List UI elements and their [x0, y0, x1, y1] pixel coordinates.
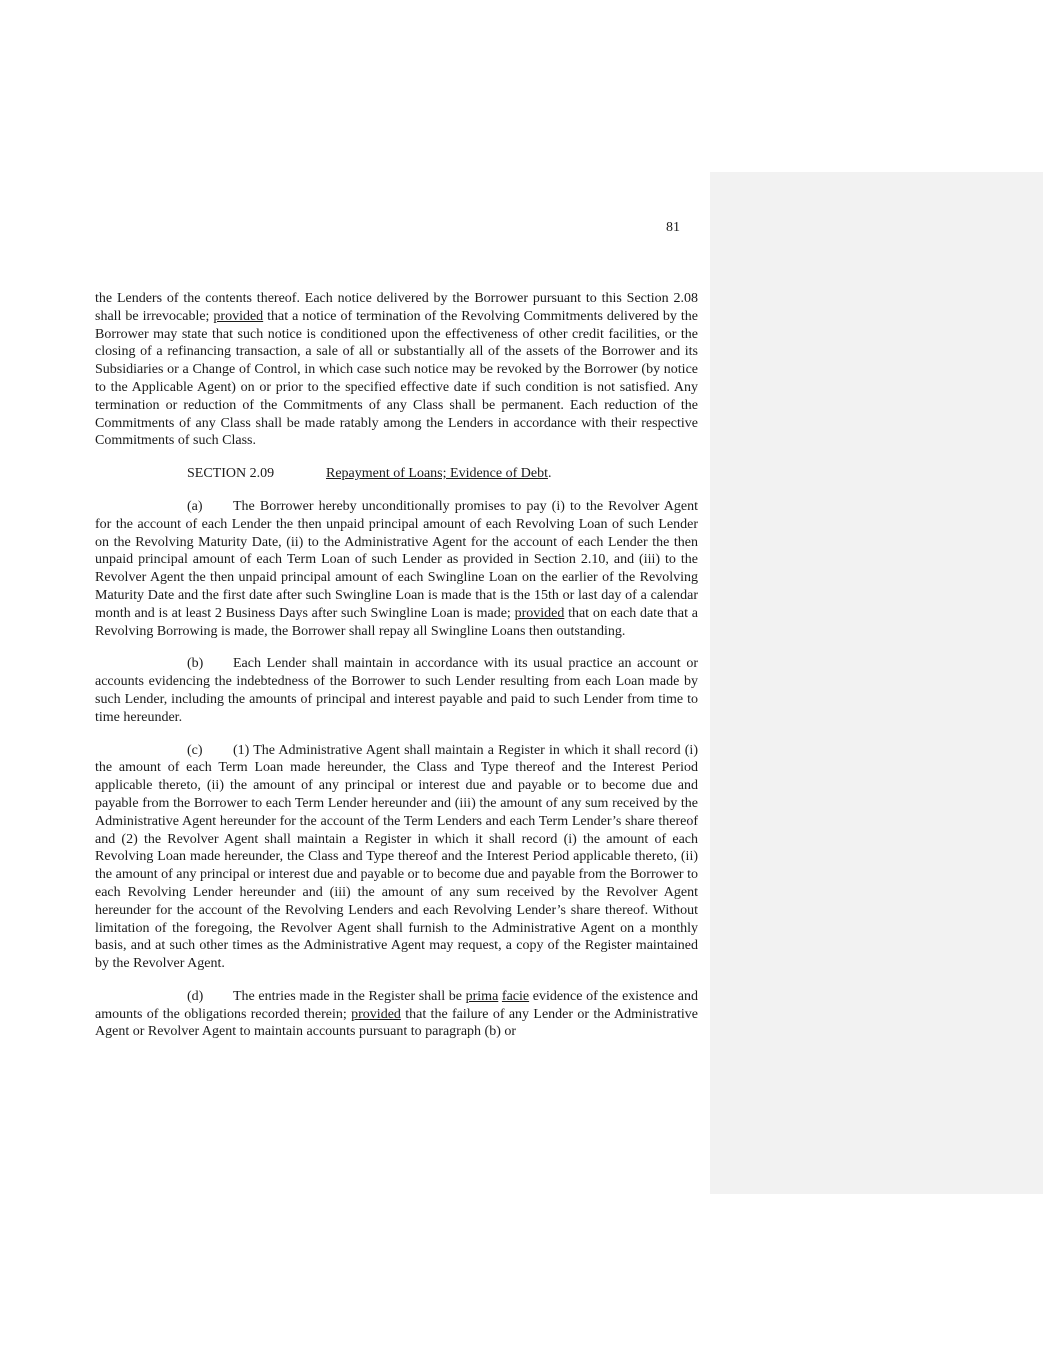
paragraph-a-pre: The Borrower hereby unconditionally promises to pay (i) to the Revolver Agent for the account of each Lender the then unpaid principal amount of each Revolving Loan of such Lender on the Revolving Maturity Date, (ii) to the Administrative Agent for the account of each Lender the then unpaid principal amount of each Term Loan of such Lender as provided in Section 2.10, and (iii) to the Revolver Agent the then unpaid principal amount of each Swingline Loan on the earlier of the Revolving Maturity Date and the first date after such Swingline Loan is made that is the 15th or last day of a calendar month and is at least 2 Business Days after such Swingline Loan is made; [95, 498, 698, 621]
paragraph-a-post: that on each date that a Revolving Borrowing is made, the Borrower shall repay all Swingline Loans then outstanding. [95, 605, 698, 639]
paragraph-c [95, 742, 698, 973]
paragraph-d-pre: The entries made in the Register shall be [233, 988, 466, 1004]
comment-pane [710, 172, 1043, 1194]
prima-term: prima [465, 988, 499, 1004]
paragraph-a-label: (a) [187, 498, 203, 514]
document-body [95, 290, 698, 1056]
paragraph-b-text: Each Lender shall maintain in accordance with its usual practice an account or accounts evidencing the indebtedness of the Borrower to such Lender resulting from each Loan made by such Lender, including the amounts of principal and interest payable and paid to such Lender from time to time hereunder. [95, 656, 698, 725]
paragraph-d-mid: evidence of the existence and amounts of the obligations recorded therein; [95, 988, 698, 1022]
paragraph-d [95, 988, 698, 1041]
p0-post: that a notice of termination of the Revolving Commitments delivered by the Borrower may state that such notice is conditioned upon the effectiveness of other credit facilities, or the closing of a refinancing transaction, a sale of all or substantially all of the assets of the Borrower and its Subsidiaries or a Change of Control, in which case such notice may be revoked by the Borrower (by notice to the Applicable Agent) on or prior to the specified effective date if such condition is not satisfied. Any termination or reduction of the Commitments of any Class shall be permanent. Each reduction of the Commitments of any Class shall be made ratably among the Lenders in accordance with their respective Commitments of such Class. [95, 308, 698, 449]
page-number: 81 [666, 220, 680, 235]
paragraph-d-label: (d) [187, 988, 204, 1004]
facie-term: facie [501, 988, 530, 1004]
paragraph-continuation [95, 290, 698, 450]
provided-term: provided [213, 308, 264, 324]
p0-pre: the Lenders of the contents thereof. Each notice delivered by the Borrower pursuant to this Section 2.08 shall be irrevocable; [95, 291, 698, 324]
paragraph-a [95, 498, 698, 640]
section-heading [95, 465, 698, 483]
paragraph-b [95, 655, 698, 726]
paragraph-b-label: (b) [187, 656, 204, 672]
section-title: Repayment of Loans; Evidence of Debt [326, 466, 548, 482]
paragraph-c-text: (1) The Administrative Agent shall maintain a Register in which it shall record (i) the amount of each Term Loan made hereunder, the Class and Type thereof and the Interest Period applicable thereto, (ii) the amount of any principal or interest due and payable or to become due and payable from the Borrower to each Term Lender hereunder and (iii) the amount of any sum received by the Administrative Agent hereunder for the account of the Term Lenders and each Term Lender’s share thereof and (2) the Revolver Agent shall maintain a Register in which it shall record (i) the amount of each Revolving Loan made hereunder, the Class and Type thereof and the Interest Period applicable thereto, (ii) the amount of any principal or interest due and payable or to become due and payable from the Borrower to each Revolving Lender hereunder and (iii) the amount of any sum received by the Revolver Agent hereunder for the account of the Revolving Lenders and each Revolving Lender’s share thereof. Without limitation of the foregoing, the Revolver Agent shall furnish to the Administrative Agent on a monthly basis, and at such other times as the Administrative Agent may request, a copy of the Register maintained by the Revolver Agent. [95, 742, 698, 972]
section-title-period: . [547, 466, 552, 482]
provided-term: provided [514, 605, 565, 621]
section-number: SECTION 2.09 [187, 466, 275, 482]
paragraph-c-label: (c) [187, 742, 203, 758]
provided-term: provided [351, 1006, 401, 1022]
paragraph-d-post: that the failure of any Lender or the Administrative Agent or Revolver Agent to maintain accounts pursuant to paragraph (b) or [95, 1006, 699, 1040]
